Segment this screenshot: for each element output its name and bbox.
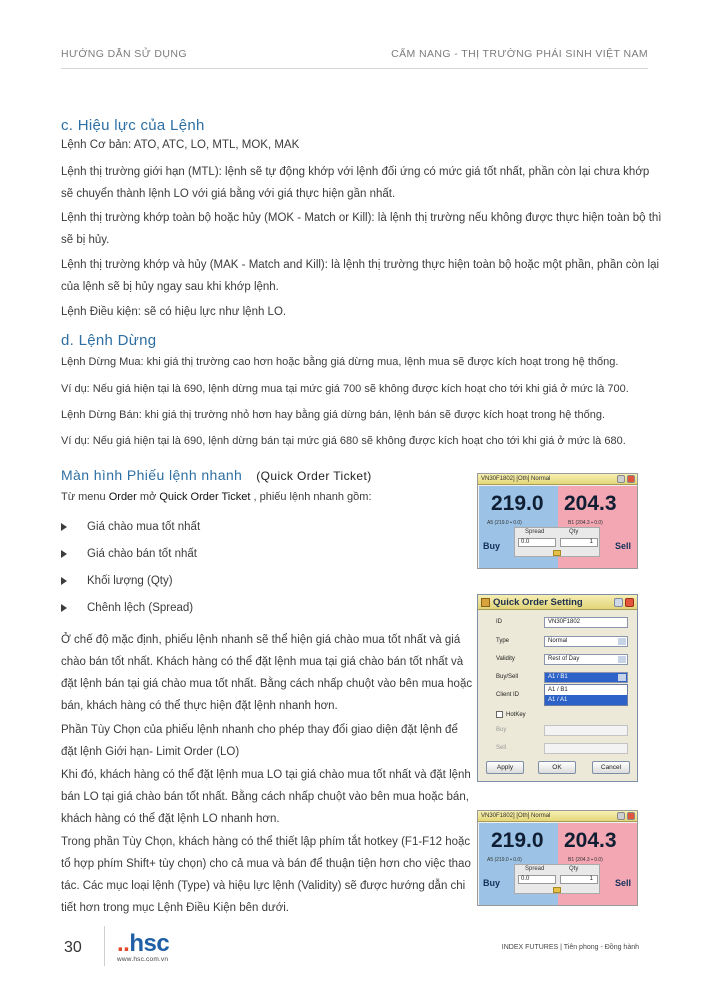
footer-tagline: INDEX FUTURES | Tiên phong - Đồng hành [501,944,639,951]
section-c-p3: Lệnh thị trường khớp toàn bộ hoặc hủy (MOK - Match or Kill): là lệnh thị trường nếu không được thực hiện toàn bộ thì sẽ bị hủy. [61,212,662,246]
client-label: Client ID [496,692,520,698]
bullet-text: Khối lượng (Qty) [87,575,173,587]
lock-icon [553,887,561,893]
sell-hotkey-select [544,743,628,754]
validity-select [544,654,628,665]
hotkey-checkbox [496,711,526,718]
bullet-item [61,521,200,533]
intro-text-c: , phiếu lệnh nhanh gồm: [250,491,372,503]
spread-value: 0.0 [518,875,556,884]
dropdown-option-selected: A1 / A1 [545,695,627,705]
dialog-title: Quick Order Setting [493,597,583,608]
quick-order-p2: Phần Tùy Chọn của phiếu lệnh nhanh cho phép thay đổi giao diện đặt lệnh để đặt lệnh Giới hạn- Limit Order (LO) [61,724,458,758]
bullet-arrow-icon [61,523,67,531]
intro-text-a: Từ menu [61,491,109,503]
app-icon [481,598,490,607]
ticket-titlebar [478,811,637,822]
logo-dots: .. [117,930,130,957]
spread-label: Spread [525,866,545,872]
section-c-title: c. Hiệu lực của Lệnh [61,117,205,134]
ok-button: OK [538,761,576,774]
bullet-text: Giá chào bán tốt nhất [87,548,197,560]
logo-text: hsc [129,930,170,957]
buysell-value: A1 / B1 [548,674,568,680]
page-number: 30 [64,939,82,956]
id-row [484,617,631,629]
buysell-select [544,672,628,683]
buysell-label: Buy/Sell [496,674,519,680]
quick-order-p1: Ở chế độ mặc định, phiếu lệnh nhanh sẽ thể hiện giá chào mua tốt nhất và giá chào bán tốt nhất. Khách hàng có thể đặt lệnh mua tại giá chào bán tốt nhất và đặt lệnh bán tại giá chào mua tốt nhất. Bằng cách nhấp chuột vào bên mua hoặc bán, khách hàng có thể thực hiện đặt lệnh nhanh hơn. [61,634,473,712]
hsc-logo [117,930,169,958]
close-icon [627,812,635,820]
chevron-down-icon [618,638,626,645]
type-select [544,636,628,647]
bullet-arrow-icon [61,550,67,558]
ticket-titlebar [478,474,637,485]
section-d-p3: Lệnh Dừng Bán: khi giá thị trường nhỏ hơn hay bằng giá dừng bán, lệnh bán sẽ được kích hoạt trong hệ thống. [61,409,606,421]
close-icon [627,475,635,483]
sell-depth: B1 (204.3 ▪ 0.0) [568,857,603,863]
checkbox-icon [496,711,503,718]
bullet-item [61,602,193,614]
minimize-icon [617,812,625,820]
minimize-icon [617,475,625,483]
spread-qty-box [514,527,600,557]
quick-order-title-vi: Màn hình Phiếu lệnh nhanh [61,467,243,483]
validity-value: Rest of Day [548,656,580,662]
quick-order-ticket-screenshot [477,473,638,569]
spread-qty-box [514,864,600,894]
quick-order-title-en: (Quick Order Ticket) [256,469,372,483]
type-value: Normal [548,638,568,644]
close-icon [625,598,634,607]
buysell-dropdown-list [544,684,628,706]
buy-hotkey-row [484,725,631,737]
buy-depth: A5 (219.0 ▪ 0.0) [487,857,522,863]
dialog-titlebar [478,595,637,610]
intro-menu-item: Quick Order Ticket [159,491,251,503]
section-c-p2: Lệnh thị trường giới hạn (MTL): lệnh sẽ tự động khớp với lệnh đối ứng có mức giá tốt nhất, phần còn lại chưa khớp sẽ chuyển thành lệnh LO với giá bằng với giá thực hiện gần nhất. [61,166,650,200]
quick-order-p4: Trong phần Tùy Chọn, khách hàng có thể thiết lập phím tắt hotkey (F1-F12 hoặc tổ hợp phím Shift+ tùy chọn) cho cả mua và bán để thuận tiện hơn cho việc thao tác. Các mục loại lệnh (Type) và hiệu lực lệnh (Validity) sẽ được hướng dẫn chi tiết hơn trong mục Lệnh Điều Kiện bên dưới. [61,836,471,914]
section-c-p5: Lệnh Điều kiện: sẽ có hiệu lực như lệnh LO. [61,306,287,318]
qty-label: Qty [569,529,579,535]
sell-price: 204.3 [564,829,617,852]
id-label: ID [496,619,502,625]
quick-order-title [61,467,372,483]
sell-hotkey-row [484,743,631,755]
quick-order-p3: Khi đó, khách hàng có thể đặt lệnh mua LO tại giá chào mua tốt nhất và đặt lệnh bán LO tại giá chào bán tốt nhất. Bằng cách nhấp chuột vào bên mua hoặc bán, khách hàng có thể đặt lệnh LO nhanh hơn. [61,769,471,825]
help-icon [614,598,623,607]
bullet-arrow-icon [61,577,67,585]
buy-depth: A5 (219.0 ▪ 0.0) [487,520,522,526]
sell-label: Sell [614,541,631,551]
sell-depth: B1 (204.3 ▪ 0.0) [568,520,603,526]
buy-hotkey-select [544,725,628,736]
section-d-p1: Lệnh Dừng Mua: khi giá thị trường cao hơn hoặc bằng giá dừng mua, lệnh mua sẽ được kích hoạt trong hệ thống. [61,356,619,368]
bullet-text: Giá chào mua tốt nhất [87,521,201,533]
bullet-item [61,548,197,560]
qty-value: 1 [560,538,598,547]
quick-order-setting-dialog [477,594,638,782]
sell-label: Sell [614,878,631,888]
chevron-down-icon [618,674,626,681]
buysell-row [484,672,631,684]
bullet-arrow-icon [61,604,67,612]
cancel-button: Cancel [592,761,630,774]
buy-price: 219.0 [491,829,544,852]
type-label: Type [496,638,510,644]
quick-order-ticket-screenshot-2 [477,810,638,906]
hotkey-label: HotKey [506,711,526,718]
header-left-text: HƯỚNG DẪN SỬ DỤNG [61,48,187,60]
validity-row [484,654,631,666]
buy-hotkey-label: Buy [496,727,507,733]
sell-hotkey-label: Sell [496,745,507,751]
id-field: VN30F1802 [544,617,628,628]
ticket-title: VN30F1802] [Oth] Normal [481,813,551,819]
dropdown-option: A1 / B1 [548,687,568,693]
buy-label: Buy [483,878,501,888]
intro-text-b: mở [136,491,160,503]
section-c-p4: Lệnh thị trường khớp và hủy (MAK - Match and Kill): là lệnh thị trường thực hiện toàn bộ hoặc một phần, phần còn lại của lệnh sẽ bị hủy ngay sau khi khớp lệnh. [61,259,660,293]
bullet-text: Chênh lệch (Spread) [87,602,194,614]
header-right-text: CẨM NANG - THỊ TRƯỜNG PHÁI SINH VIỆT NAM [391,48,648,60]
quick-order-intro [61,486,476,508]
header-divider [61,68,648,69]
qty-label: Qty [569,866,579,872]
buy-label: Buy [483,541,501,551]
spread-label: Spread [525,529,545,535]
footer-divider [104,926,105,966]
buy-price: 219.0 [491,492,544,515]
section-d-p4: Ví dụ: Nếu giá hiện tại là 690, lệnh dừng bán tại mức giá 680 sẽ không được kích hoạt cho tới khi giá ở mức là 680. [61,435,626,447]
bullet-item [61,575,173,587]
section-c-p1: Lệnh Cơ bản: ATO, ATC, LO, MTL, MOK, MAK [61,139,300,151]
section-d-title: d. Lệnh Dừng [61,332,157,349]
intro-menu-order: Order [108,491,137,503]
website-url: www.hsc.com.vn [117,956,169,963]
qty-value: 1 [560,875,598,884]
validity-label: Validity [496,656,515,662]
sell-price: 204.3 [564,492,617,515]
lock-icon [553,550,561,556]
ticket-title: VN30F1802] [Oth] Normal [481,476,551,482]
apply-button: Apply [486,761,524,774]
section-d-p2: Ví dụ: Nếu giá hiện tại là 690, lệnh dừng mua tại mức giá 700 sẽ không được kích hoạt cho tới khi giá ở mức là 700. [61,383,629,395]
dialog-buttons [486,761,629,775]
spread-value: 0.0 [518,538,556,547]
type-row [484,636,631,648]
chevron-down-icon [618,656,626,663]
page-header [61,44,648,68]
